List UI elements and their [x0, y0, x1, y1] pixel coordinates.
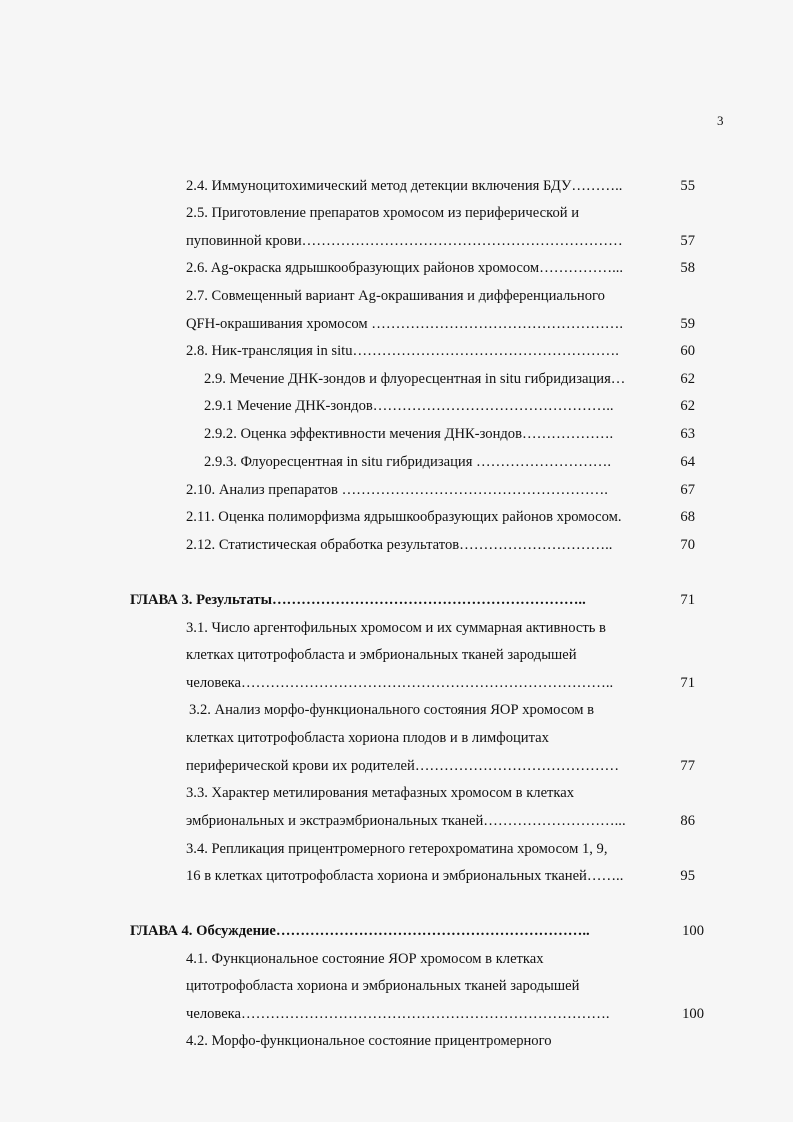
toc-entry-2-8: 2.8. Ник-трансляция in situ………………………………………………. — [186, 343, 619, 359]
toc-page-2-12: 70 — [680, 537, 695, 553]
toc-entry-4-2: 4.2. Морфо-функциональное состояние прицентромерного — [186, 1033, 552, 1049]
toc-page-2-7: 59 — [680, 316, 695, 332]
toc-page-2-9-2: 63 — [680, 426, 695, 442]
page-number: 3 — [717, 113, 724, 128]
toc-page-chapter-4: 100 — [682, 923, 704, 939]
toc-entry-2-7-cont: QFH-окрашивания хромосом ……………………………………………. — [186, 316, 624, 332]
toc-entry-2-12: 2.12. Статистическая обработка результатов………………………….. — [186, 537, 613, 553]
toc-entry-2-11: 2.11. Оценка полиморфизма ядрышкообразующих районов хромосом. — [186, 509, 622, 525]
toc-entry-3-3: 3.3. Характер метилирования метафазных хромосом в клетках — [186, 785, 575, 801]
toc-entry-3-1-cont2: человека………………………………………………………………….. — [186, 675, 614, 691]
toc-page-2-11: 68 — [680, 509, 695, 525]
toc-entry-3-2-cont2: периферической крови их родителей…………………………………… — [186, 758, 620, 774]
toc-entry-4-1: 4.1. Функциональное состояние ЯОР хромосом в клетках — [186, 951, 544, 967]
toc-page-3-3: 86 — [680, 813, 695, 829]
toc-entry-3-2-cont: клетках цитотрофобласта хориона плодов и в лимфоцитах — [186, 730, 549, 746]
toc-entry-3-1-cont: клетках цитотрофобласта и эмбриональных тканей зародышей — [186, 647, 577, 663]
toc-entry-3-3-cont: эмбриональных и экстраэмбриональных тканей………………………... — [186, 813, 626, 829]
toc-entry-4-1-cont2: человека…………………………………………………………………. — [186, 1006, 610, 1022]
toc-entry-2-9: 2.9. Мечение ДНК-зондов и флуоресцентная in situ гибридизация… — [204, 371, 626, 387]
toc-page-2-6: 58 — [680, 260, 695, 276]
toc-chapter-3: ГЛАВА 3. Результаты……………………………………………………….. — [130, 592, 586, 608]
toc-entry-2-9-2: 2.9.2. Оценка эффективности мечения ДНК-зондов………………. — [204, 426, 614, 442]
toc-page-3-4: 95 — [680, 868, 695, 884]
toc-page-3-1: 71 — [680, 675, 695, 691]
toc-entry-3-1: 3.1. Число аргентофильных хромосом и их суммарная активность в — [186, 620, 606, 636]
toc-entry-2-5: 2.5. Приготовление препаратов хромосом из периферической и — [186, 205, 580, 221]
toc-entry-2-10: 2.10. Анализ препаратов ………………………………………………. — [186, 482, 608, 498]
toc-entry-2-9-1: 2.9.1 Мечение ДНК-зондов………………………………………….. — [204, 398, 614, 414]
toc-entry-4-1-cont: цитотрофобласта хориона и эмбриональных тканей зародышей — [186, 978, 580, 994]
toc-entry-3-4: 3.4. Репликация прицентромерного гетерохроматина хромосом 1, 9, — [186, 841, 608, 857]
toc-page-2-9-1: 62 — [680, 398, 695, 414]
toc-page-2-9: 62 — [680, 371, 695, 387]
toc-page-4-1: 100 — [682, 1006, 704, 1022]
toc-page-2-5: 57 — [680, 233, 695, 249]
toc-entry-2-6: 2.6. Ag-окраска ядрышкообразующих районов хромосом……………... — [186, 260, 624, 276]
toc-page-2-9-3: 64 — [680, 454, 695, 470]
toc-entry-2-7: 2.7. Совмещенный вариант Ag-окрашивания и дифференциального — [186, 288, 605, 304]
toc-entry-2-5-cont: пуповинной крови………………………………………………………… — [186, 233, 623, 249]
toc-page-2-10: 67 — [680, 482, 695, 498]
toc-chapter-4: ГЛАВА 4. Обсуждение……………………………………………………….. — [130, 923, 590, 939]
toc-page-2-4: 55 — [680, 178, 695, 194]
toc-entry-2-9-3: 2.9.3. Флуоресцентная in situ гибридизация ………………………. — [204, 454, 612, 470]
toc-entry-3-4-cont: 16 в клетках цитотрофобласта хориона и эмбриональных тканей…….. — [186, 868, 624, 884]
toc-page-2-8: 60 — [680, 343, 695, 359]
toc-entry-2-4: 2.4. Иммуноцитохимический метод детекции включения БДУ……….. — [186, 178, 623, 194]
toc-page-3-2: 77 — [680, 758, 695, 774]
toc-entry-3-2: 3.2. Анализ морфо-функционального состояния ЯОР хромосом в — [189, 702, 595, 718]
toc-page-chapter-3: 71 — [680, 592, 695, 608]
